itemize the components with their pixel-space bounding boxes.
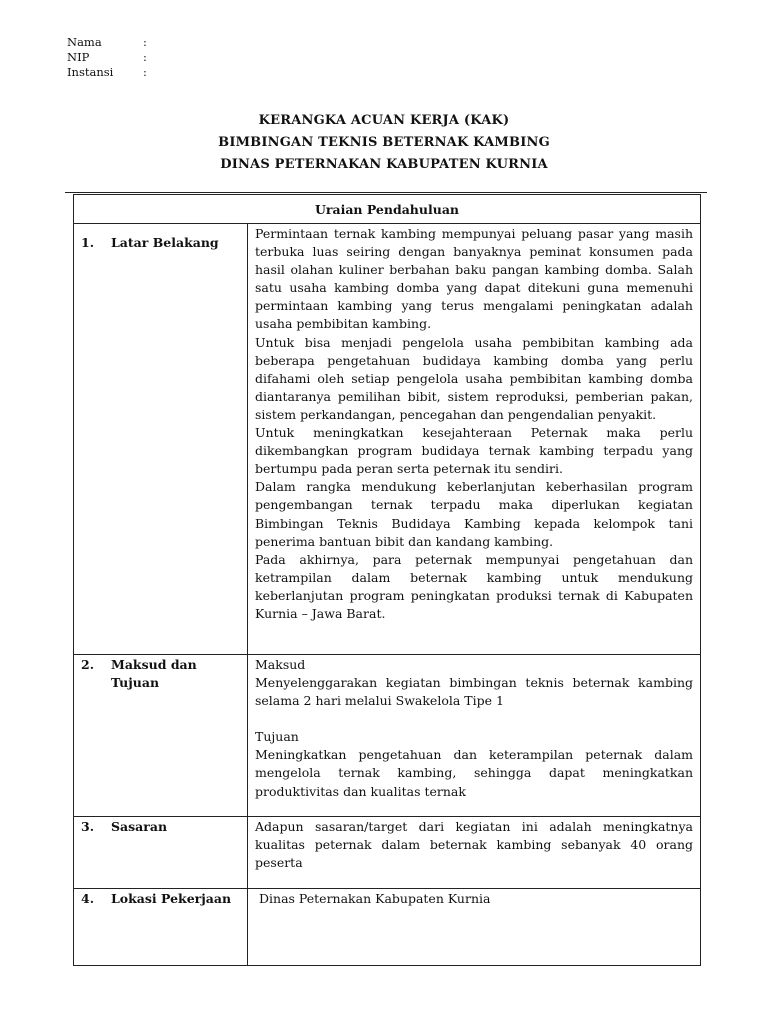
row-label: Lokasi Pekerjaan (111, 891, 232, 906)
kak-table (73, 194, 701, 966)
title-line-1: KERANGKA ACUAN KERJA (KAK) (258, 113, 510, 128)
title-line-2: BIMBINGAN TEKNIS BETERNAK KAMBING (218, 135, 550, 150)
maksud-text: Menyelenggarakan kegiatan bimbingan teknis beternak kambing selama 2 hari melalui Swakelola Tipe 1 (255, 675, 693, 709)
document-title (0, 110, 768, 176)
identity-row-instansi (67, 65, 147, 80)
row-content-cell (248, 655, 701, 817)
row-number: 1. (81, 235, 95, 250)
row-number: 2. (81, 657, 95, 672)
paragraph: Permintaan ternak kambing mempunyai peluang pasar yang masih terbuka luas seiring dengan banyaknya peminat konsumen pada hasil olahan kuliner berbahan baku pangan kambing domba. Salah satu usaha kambing domba yang dapat ditekuni guna memenuhi permintaan kambing yang terus mengalami peningkatan adalah usaha pembibitan kambing. (255, 226, 693, 332)
paragraph: Dalam rangka mendukung keberlanjutan keberhasilan program pengembangan ternak terpadu maka diperlukan kegiatan Bimbingan Teknis Budidaya Kambing kepada kelompok tani penerima bantuan bibit dan kandang kambing. (255, 479, 693, 549)
paragraph: Untuk meningkatkan kesejahteraan Peternak maka perlu dikembangkan program budidaya ternak kambing terpadu yang bertumpu pada peran serta peternak itu sendiri. (255, 425, 693, 477)
identity-colon: : (143, 50, 147, 64)
paragraph: Pada akhirnya, para peternak mempunyai pengetahuan dan ketrampilan dalam beternak kambing untuk mendukung keberlanjutan program peningkatan produksi ternak di Kabupaten Kurnia – Jawa Barat. (255, 551, 693, 621)
row-label: Sasaran (111, 819, 168, 834)
row-label-cell (74, 817, 248, 889)
row-number: 3. (81, 819, 95, 834)
identity-label: Instansi (67, 65, 114, 79)
row-content-cell (248, 817, 701, 889)
tujuan-heading: Tujuan (255, 729, 299, 745)
maksud-heading: Maksud (255, 657, 306, 672)
identity-colon: : (143, 65, 147, 79)
lokasi-text: Dinas Peternakan Kabupaten Kurnia (259, 891, 491, 906)
identity-label: Nama (67, 35, 102, 49)
identity-row-nip (67, 50, 147, 65)
table-row-lokasi (74, 889, 701, 966)
row-content-cell (248, 889, 701, 966)
row-label-cell (74, 655, 248, 817)
identity-row-nama (67, 35, 147, 50)
table-row-sasaran (74, 817, 701, 889)
row-label: Latar Belakang (111, 235, 219, 250)
paragraph: Untuk bisa menjadi pengelola usaha pembibitan kambing ada beberapa pengetahuan budidaya kambing domba yang perlu difahami oleh setiap pengelola usaha pembibitan kambing domba diantaranya pemilihan bibit, sistem reproduksi, pemberian pakan, sistem perkandangan, pencegahan dan pengendalian penyakit. (255, 334, 693, 422)
row-label-cell (74, 889, 248, 966)
tujuan-text: Meningkatkan pengetahuan dan keterampilan peternak dalam mengelola ternak kambing, sehingga dapat meningkatkan produktivitas dan kualitas ternak (255, 747, 693, 799)
row-label-cell (74, 224, 248, 655)
table-row-maksud-tujuan (74, 655, 701, 817)
table-header-row (74, 195, 701, 224)
table-header: Uraian Pendahuluan (74, 195, 701, 224)
spacer (255, 710, 693, 728)
row-content-cell (248, 224, 701, 655)
title-divider (65, 192, 707, 193)
sasaran-text: Adapun sasaran/target dari kegiatan ini adalah meningkatnya kualitas peternak dalam beternak kambing sebanyak 40 orang peserta (255, 819, 693, 871)
table-row-latar-belakang (74, 224, 701, 655)
title-line-3: DINAS PETERNAKAN KABUPATEN KURNIA (220, 157, 548, 172)
identity-colon: : (143, 35, 147, 49)
row-label: Maksud dan Tujuan (111, 657, 197, 690)
identity-block (67, 35, 147, 80)
row-number: 4. (81, 891, 95, 906)
identity-label: NIP (67, 50, 90, 64)
